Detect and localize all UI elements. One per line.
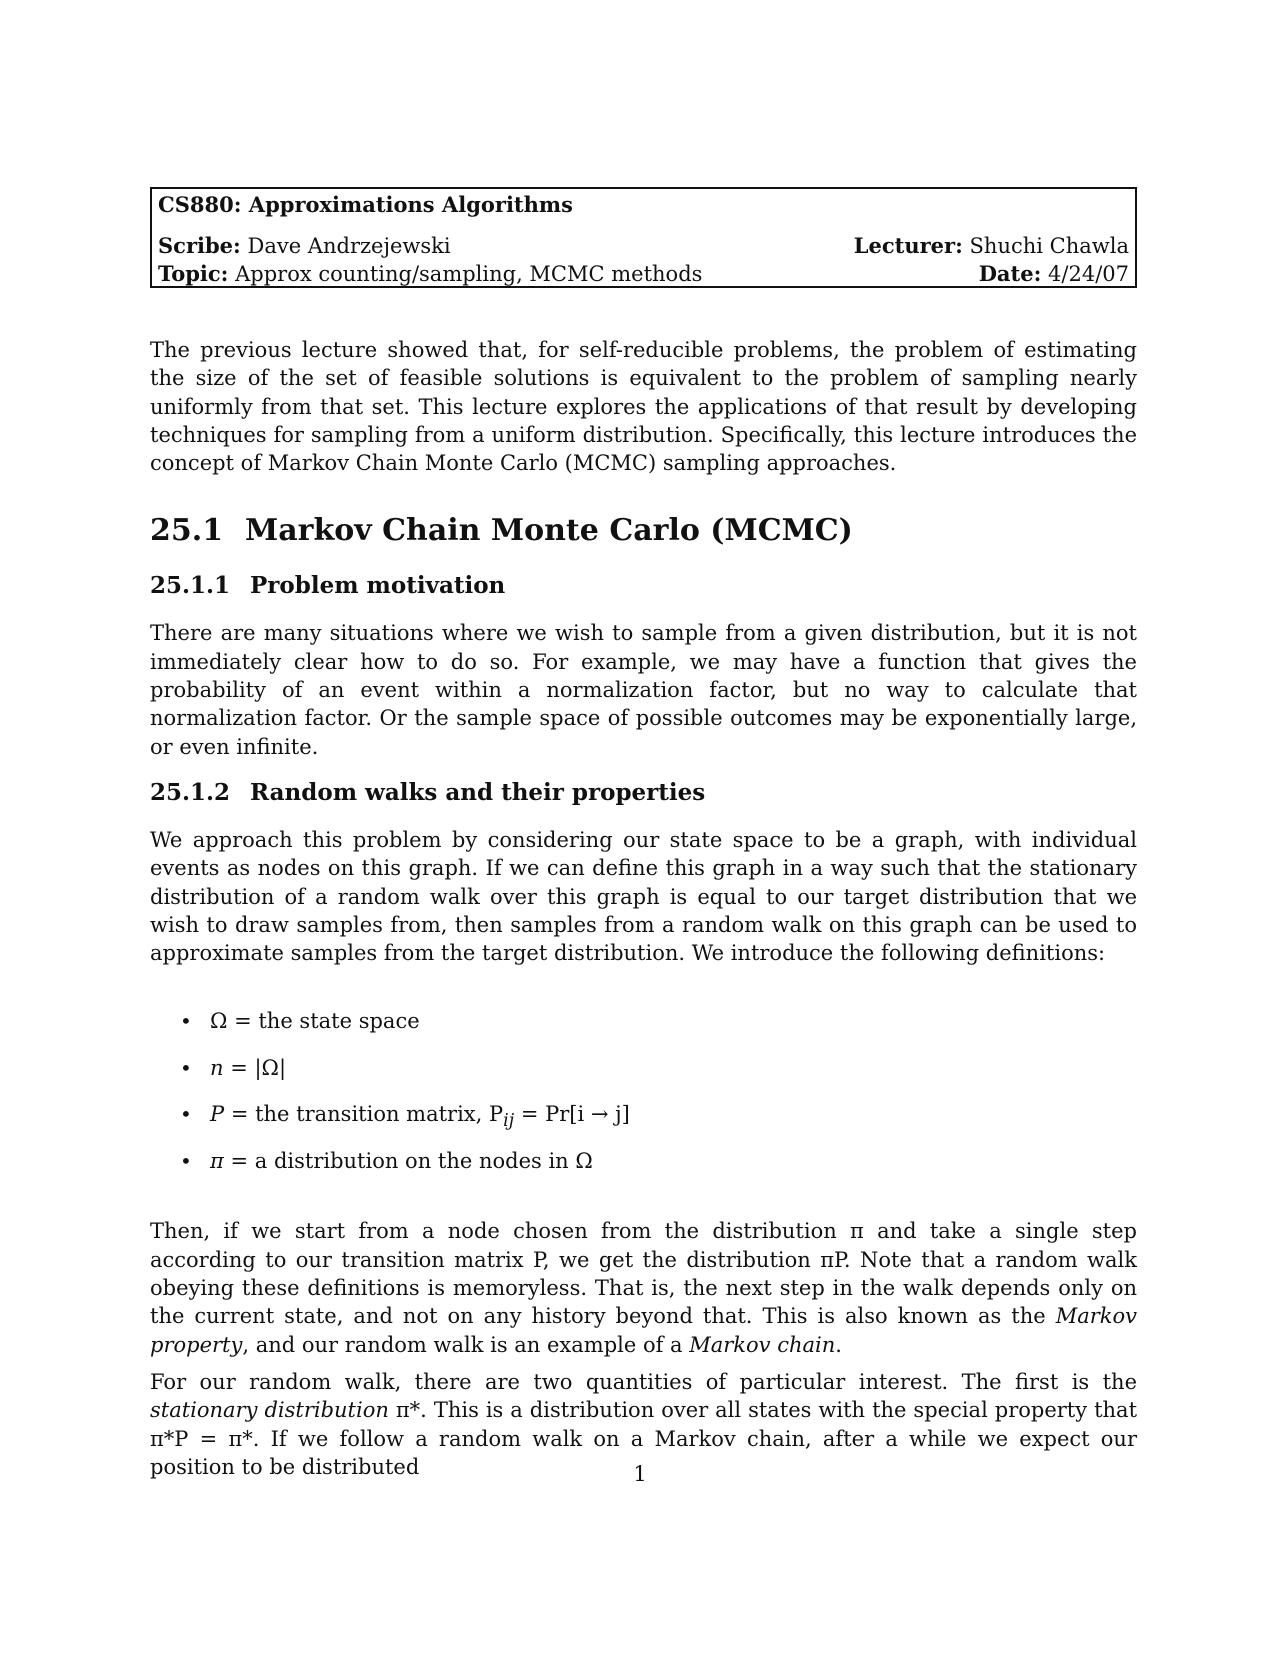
section-number: 25.1 bbox=[150, 513, 224, 549]
bullet-icon: • bbox=[180, 1009, 192, 1034]
document-page bbox=[150, 187, 1137, 1481]
subsection-title-1: Problem motivation bbox=[250, 572, 506, 600]
subsection-number-1: 25.1.1 bbox=[150, 572, 231, 600]
definitions-list bbox=[150, 1007, 1137, 1193]
definition-text-2: = Pr[i → j] bbox=[514, 1102, 630, 1127]
topic-label: Topic: bbox=[158, 261, 229, 286]
bullet-icon: • bbox=[180, 1148, 192, 1173]
section-heading bbox=[150, 513, 1137, 549]
scribe-name: Dave Andrzejewski bbox=[247, 234, 451, 258]
header-row-scribe bbox=[158, 232, 1129, 260]
definition-subscript: ij bbox=[503, 1111, 515, 1132]
definition-symbol: n bbox=[210, 1055, 224, 1080]
lecturer-name: Shuchi Chawla bbox=[969, 234, 1129, 258]
random-walk-paragraph: We approach this problem by considering our state space to be a graph, with individual events as nodes on this graph. If we can define this graph in a way such that the stationary distribution of a random walk over this graph is equal to our target distribution that we wish to draw samples from, then samples from a random walk on this graph can be used to approximate samples from the target distribution. We introduce the following definitions: bbox=[150, 827, 1137, 966]
topic-text: Approx counting/sampling, MCMC methods bbox=[235, 262, 703, 286]
emphasis-markov-chain: Markov chain bbox=[689, 1332, 836, 1357]
markov-chain-paragraph bbox=[150, 1217, 1137, 1358]
motivation-paragraph: There are many situations where we wish to sample from a given distribution, but it is not immediately clear how to do so. For example, we may have a function that gives the probability of an event within a normalization factor, but no way to calculate that normalization factor. Or the sample space of possible outcomes may be exponentially large, or even infinite. bbox=[150, 621, 1137, 759]
date-text: 4/24/07 bbox=[1048, 262, 1129, 286]
subsection-heading-1 bbox=[150, 571, 1137, 601]
subsection-number-2: 25.1.2 bbox=[150, 778, 231, 806]
definition-symbol: Ω bbox=[210, 1009, 228, 1034]
list-item bbox=[180, 1100, 1137, 1147]
definition-text: = the transition matrix, P bbox=[224, 1102, 504, 1127]
header-row-topic bbox=[158, 260, 1129, 288]
emphasis-markov-property: Markov property bbox=[150, 1304, 1137, 1357]
paragraph-text: Then, if we start from a node chosen from the distribution π and take a single step according to our transition matrix P, we get the distribution πP. Note that a random walk obeying these definitions is memoryless. That is, the next step in the walk depends only on the current state, and not on any history beyond that. This is also known as the bbox=[150, 1219, 1137, 1329]
paragraph-text: . bbox=[835, 1332, 842, 1357]
bullet-icon: • bbox=[180, 1102, 192, 1127]
definition-symbol: P bbox=[210, 1102, 225, 1127]
bullet-icon: • bbox=[180, 1055, 192, 1080]
list-item bbox=[180, 1147, 1137, 1194]
course-title: CS880: Approximations Algorithms bbox=[158, 192, 573, 217]
paragraph-text: , and our random walk is an example of a bbox=[242, 1332, 690, 1357]
intro-paragraph: The previous lecture showed that, for self-reducible problems, the problem of estimating the size of the set of feasible solutions is equivalent to the problem of sampling nearly uniformly from that set. This lecture explores the applications of that result by developing techniques for sampling from a uniform distribution. Specifically, this lecture introduces the concept of Markov Chain Monte Carlo (MCMC) sampling approaches. bbox=[150, 338, 1137, 476]
paragraph-text: For our random walk, there are two quantities of particular interest. The first is the bbox=[150, 1369, 1137, 1394]
emphasis-stationary-distribution: stationary distribution bbox=[150, 1398, 389, 1423]
subsection-heading-2 bbox=[150, 778, 1137, 808]
section-title: Markov Chain Monte Carlo (MCMC) bbox=[245, 513, 853, 549]
definition-text: = a distribution on the nodes in Ω bbox=[223, 1148, 593, 1173]
paragraph-text: π*. This is a distribution over all states with the special property that π*P = π*. If we follow a random walk on a Markov chain, after a while we expect our position to be distributed bbox=[150, 1398, 1138, 1479]
page-number: 1 bbox=[633, 1462, 647, 1486]
scribe-label: Scribe: bbox=[158, 233, 241, 258]
date-label: Date: bbox=[978, 261, 1042, 286]
definition-text: = the state space bbox=[227, 1009, 420, 1034]
definition-symbol: π bbox=[210, 1148, 224, 1173]
list-item bbox=[180, 1007, 1137, 1054]
definition-text: = |Ω| bbox=[223, 1055, 287, 1080]
subsection-title-2: Random walks and their properties bbox=[250, 778, 706, 806]
lecture-header-box bbox=[150, 187, 1137, 288]
lecturer-label: Lecturer: bbox=[853, 233, 963, 258]
list-item bbox=[180, 1054, 1137, 1101]
